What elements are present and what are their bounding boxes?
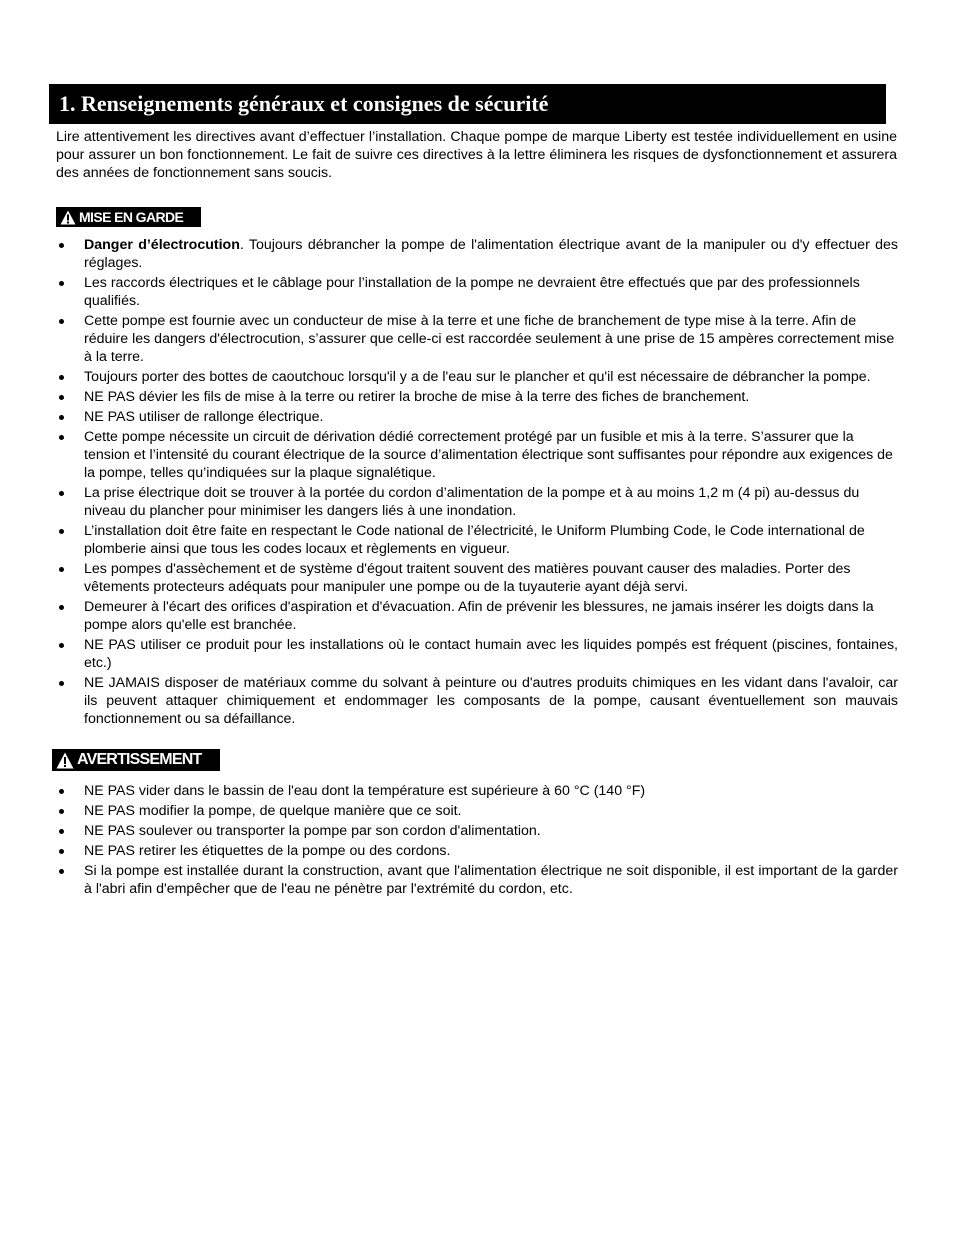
warning-triangle-icon [60,210,76,225]
section-title: 1. Renseignements généraux et consignes de sécurité [59,91,549,116]
list-item-bold-lead: Danger d’électrocution [84,237,240,253]
list-item: NE JAMAIS disposer de matériaux comme du solvant à peinture ou d'autres produits chimiques en les vidant dans l'avaloir, car ils peuvent attaquer chimiquement et endommager les composants de la pompe, causant éventuellement son mauvais fonctionnement ou sa défaillance. [56,674,898,728]
list-item: NE PAS modifier la pompe, de quelque manière que ce soit. [56,802,898,820]
warning-list [56,782,898,900]
list-item: Cette pompe nécessite un circuit de dérivation dédié correctement protégé par un fusible et mis à la terre. S’assurer que la tension et l’intensité du courant électrique de la source d’alimentation électrique sont suffisantes pour répondre aux exigences de la pompe, telles qu’indiquées sur la plaque signalétique. [56,428,898,482]
section-title-bar [49,84,886,124]
list-item: NE PAS utiliser de rallonge électrique. [56,408,898,426]
list-item: NE PAS utiliser ce produit pour les installations où le contact humain avec les liquides pompés est fréquent (piscines, fontaines, etc.) [56,636,898,672]
list-item: NE PAS soulever ou transporter la pompe par son cordon d'alimentation. [56,822,898,840]
list-item: NE PAS vider dans le bassin de l'eau dont la température est supérieure à 60 °C (140 °F) [56,782,898,800]
list-item: Toujours porter des bottes de caoutchouc lorsqu'il y a de l'eau sur le plancher et qu'il est nécessaire de débrancher la pompe. [56,368,898,386]
list-item: Les pompes d'assèchement et de système d'égout traitent souvent des matières pouvant causer des maladies. Porter des vêtements protecteurs adéquats pour manipuler une pompe ou de la tuyauterie ayant déjà servi. [56,560,898,596]
warning-badge [52,749,220,771]
list-item: Les raccords électriques et le câblage pour l’installation de la pompe ne devraient être effectués que par des professionnels qualifiés. [56,274,898,310]
list-item-text: . Toujours débrancher la pompe de l'alimentation électrique avant de la manipuler ou d'y effectuer des réglages. [84,237,898,271]
caution-badge [56,207,201,227]
list-item: L’installation doit être faite en respectant le Code national de l’électricité, le Uniform Plumbing Code, le Code international de plomberie ainsi que tous les codes locaux et règlements en vigueur. [56,522,898,558]
caution-list [56,236,898,730]
list-item: Demeurer à l'écart des orifices d'aspiration et d'évacuation. Afin de prévenir les blessures, ne jamais insérer les doigts dans la pompe alors qu'elle est branchée. [56,598,898,634]
list-item: La prise électrique doit se trouver à la portée du cordon d’alimentation de la pompe et à au moins 1,2 m (4 pi) au-dessus du niveau du plancher pour minimiser les dangers liés à une inondation. [56,484,898,520]
caution-badge-label: MISE EN GARDE [79,209,184,225]
list-item: NE PAS retirer les étiquettes de la pompe ou des cordons. [56,842,898,860]
list-item [56,236,898,272]
list-item: NE PAS dévier les fils de mise à la terre ou retirer la broche de mise à la terre des fiches de branchement. [56,388,898,406]
list-item: Si la pompe est installée durant la construction, avant que l'alimentation électrique ne soit disponible, il est important de la garder à l'abri afin d'empêcher que de l'eau ne pénètre par l'extrémité du cordon, etc. [56,862,898,898]
list-item: Cette pompe est fournie avec un conducteur de mise à la terre et une fiche de branchement de type mise à la terre. Afin de réduire les dangers d'électrocution, s’assurer que celle-ci est raccordée seulement à une prise de 15 ampères correctement mise à la terre. [56,312,898,366]
warning-badge-label: AVERTISSEMENT [77,751,202,768]
intro-paragraph: Lire attentivement les directives avant d’effectuer l’installation. Chaque pompe de marque Liberty est testée individuellement en usine pour assurer un bon fonctionnement. Le fait de suivre ces directives à la lettre éliminera les risques de dysfonctionnement et assurera des années de fonctionnement sans soucis. [56,129,897,181]
warning-triangle-icon [56,752,74,769]
